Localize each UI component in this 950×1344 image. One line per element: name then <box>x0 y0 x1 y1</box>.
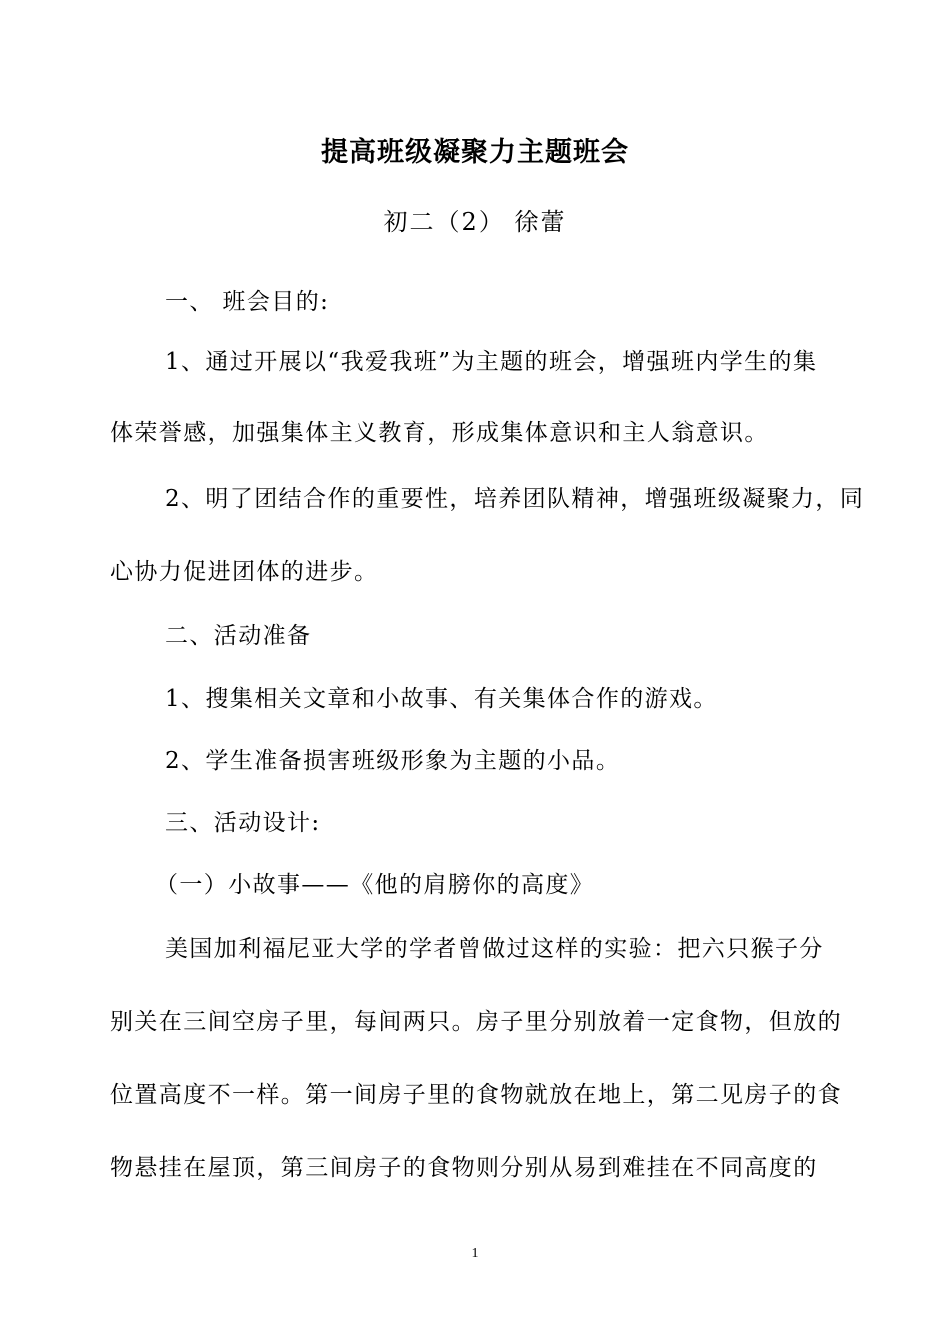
paragraph-line: 1、搜集相关文章和小故事、有关集体合作的游戏。 <box>165 686 718 712</box>
paragraph-line: 位置高度不一样。第一间房子里的食物就放在地上，第二见房子的食 <box>110 1082 842 1108</box>
paragraph-line: 心协力促进团体的进步。 <box>110 559 379 585</box>
section-heading-preparation: 二、活动准备 <box>165 623 312 649</box>
subsection-heading-story: （一）小故事——《他的肩膀你的高度》 <box>155 872 595 898</box>
paragraph-line: 美国加利福尼亚大学的学者曾做过这样的实验：把六只猴子分 <box>165 936 824 962</box>
page-number: 1 <box>471 1246 479 1261</box>
paragraph-line: 物悬挂在屋顶，第三间房子的食物则分别从易到难挂在不同高度的 <box>110 1155 818 1181</box>
paragraph-line: 2、明了团结合作的重要性，培养团队精神，增强班级凝聚力，同 <box>165 486 865 512</box>
document-title: 提高班级凝聚力主题班会 <box>321 137 629 168</box>
paragraph-line: 1、通过开展以“我爱我班”为主题的班会，增强班内学生的集 <box>165 349 818 375</box>
paragraph-line: 2、学生准备损害班级形象为主题的小品。 <box>165 748 621 774</box>
section-heading-design: 三、活动设计: <box>165 810 321 836</box>
document-author: 初二（2） 徐蕾 <box>383 208 567 236</box>
paragraph-line: 别关在三间空房子里，每间两只。房子里分别放着一定食物，但放的 <box>110 1009 842 1035</box>
section-heading-purpose: 一、 班会目的: <box>165 289 330 315</box>
paragraph-line: 体荣誉感，加强集体主义教育，形成集体意识和主人翁意识。 <box>110 420 769 446</box>
